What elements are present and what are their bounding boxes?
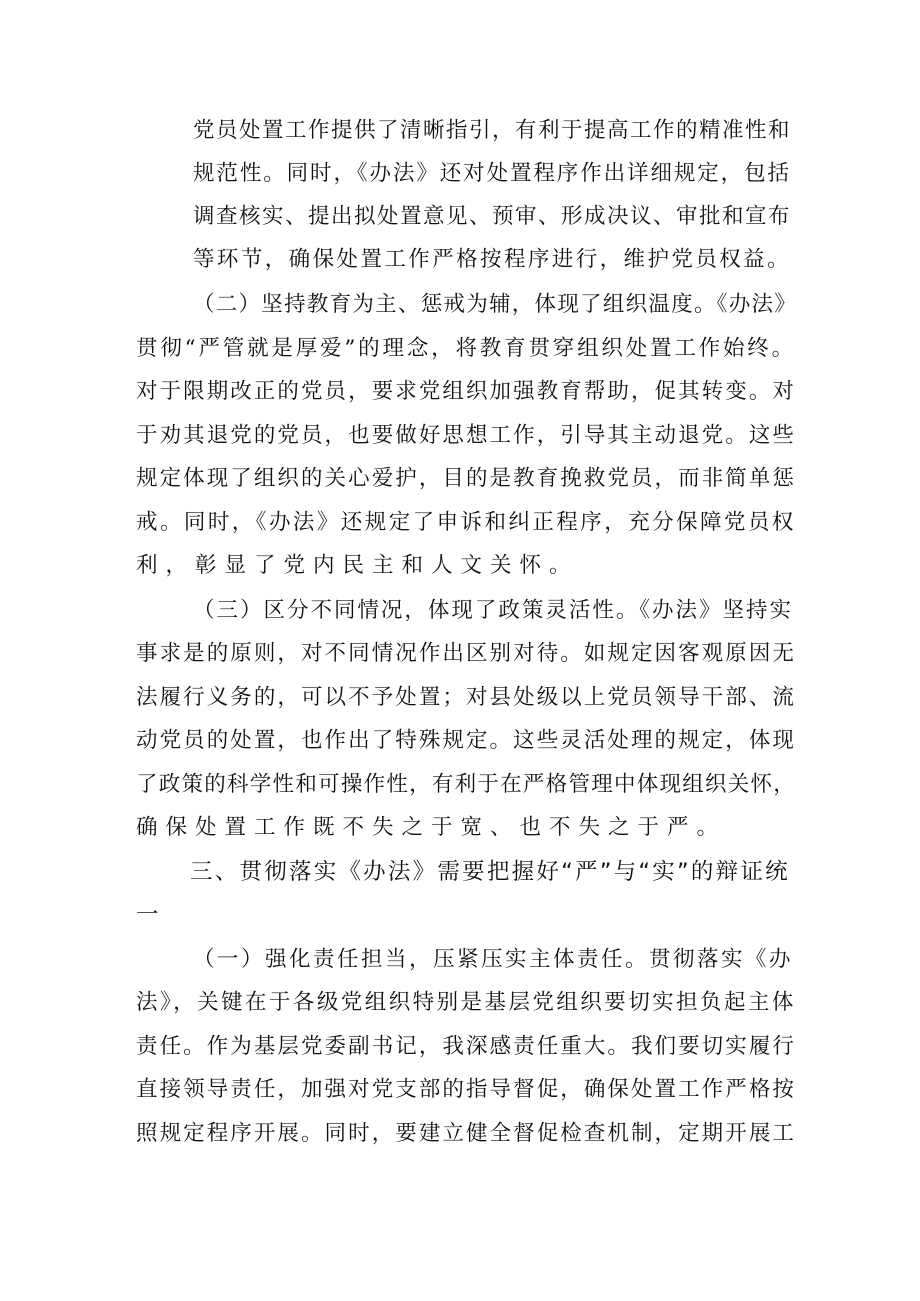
paragraph-education-line: 戒。同时，《办法》还规定了申诉和纠正程序，充分保障党员权 [136, 510, 796, 535]
paragraph-intro-line: 党员处置工作提供了清晰指引，有利于提高工作的精准性和 [193, 118, 792, 143]
paragraph-intro-line: 规范性。同时，《办法》还对处置程序作出详细规定，包括 [193, 161, 791, 186]
paragraph-flexibility-line: （三）区分不同情况，体现了政策灵活性。《办法》坚持实 [193, 598, 793, 623]
paragraph-flexibility-line: 事求是的原则，对不同情况作出区别对待。如规定因客观原因无 [136, 641, 796, 666]
paragraph-responsibility-line: （一）强化责任担当，压紧压实主体责任。贯彻落实《办 [193, 947, 794, 972]
paragraph-responsibility-line: 照规定程序开展。同时，要建立健全督促检查机制，定期开展工 [136, 1121, 796, 1146]
section-heading-line: 三、贯彻落实《办法》需要把握好“严”与“实”的辩证统 [190, 859, 790, 885]
paragraph-education-line: （二）坚持教育为主、惩戒为辅，体现了组织温度。《办法》 [193, 292, 798, 317]
paragraph-education-line: 于劝其退党的党员，也要做好思想工作，引导其主动退党。这些 [136, 423, 796, 448]
paragraph-education-line: 贯彻“严管就是厚爱”的理念，将教育贯穿组织处置工作始终。 [136, 336, 796, 361]
paragraph-intro-line: 等环节，确保处置工作严格按程序进行，维护党员权益。 [193, 247, 792, 272]
paragraph-flexibility-line: 法履行义务的，可以不予处置；对县处级以上党员领导干部、流 [136, 685, 796, 710]
paragraph-responsibility-line: 直接领导责任，加强对党支部的指导督促，确保处置工作严格按 [136, 1077, 796, 1102]
paragraph-flexibility-line: 动党员的处置，也作出了特殊规定。这些灵活处理的规定，体现 [136, 728, 796, 753]
paragraph-education-line: 对于限期改正的党员，要求党组织加强教育帮助，促其转变。对 [136, 379, 796, 404]
paragraph-flexibility-line: 确保处置工作既不失之于宽、也不失之于严。 [136, 815, 727, 840]
paragraph-education-line: 规定体现了组织的关心爱护，目的是教育挽救党员，而非简单惩 [136, 466, 796, 491]
section-heading-line: 一 [136, 902, 161, 928]
paragraph-responsibility-line: 法》，关键在于各级党组织特别是基层党组织要切实担负起主体 [136, 990, 796, 1015]
paragraph-responsibility-line: 责任。作为基层党委副书记，我深感责任重大。我们要切实履行 [136, 1034, 796, 1059]
paragraph-flexibility-line: 了政策的科学性和可操作性，有利于在严格管理中体现组织关怀， [136, 772, 797, 797]
paragraph-education-line: 利，彰显了党内民主和人文关怀。 [136, 553, 579, 578]
paragraph-intro-line: 调查核实、提出拟处置意见、预审、形成决议、审批和宣布 [193, 204, 792, 229]
